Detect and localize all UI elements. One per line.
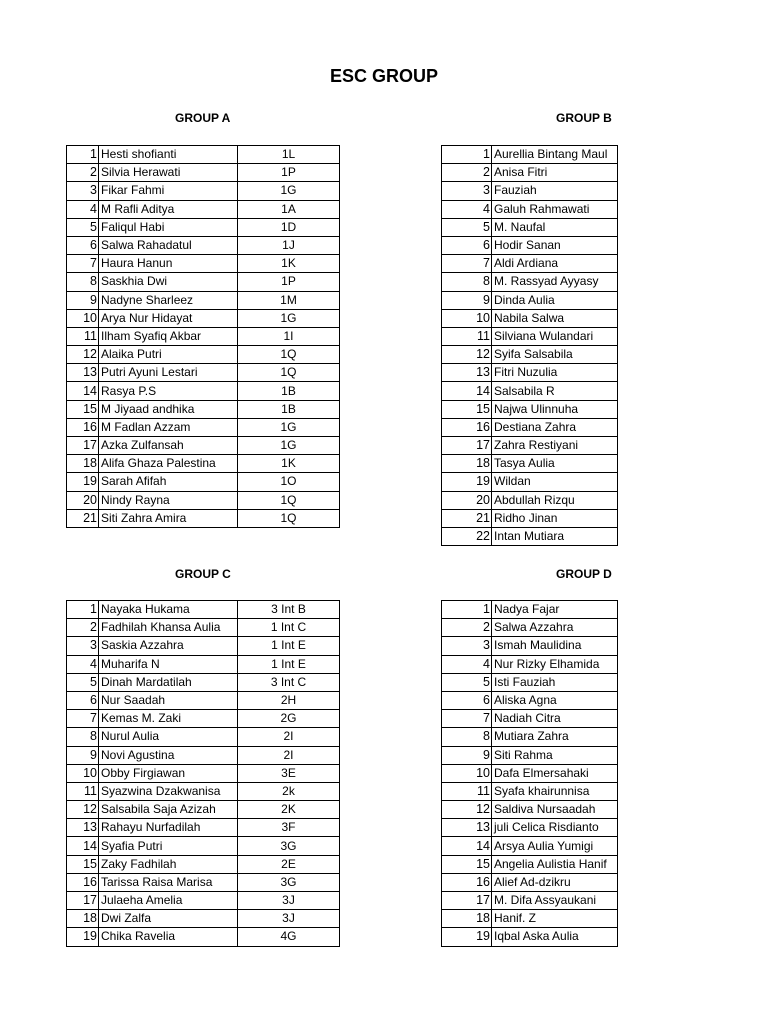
student-name: Nadya Fajar — [492, 601, 618, 619]
table-row — [442, 473, 618, 491]
table-row — [67, 873, 340, 891]
row-number: 13 — [442, 364, 492, 382]
row-number: 13 — [67, 819, 99, 837]
row-number: 17 — [67, 437, 99, 455]
row-number: 18 — [67, 910, 99, 928]
table-row — [442, 200, 618, 218]
class-code: 3J — [238, 892, 340, 910]
student-name: Putri Ayuni Lestari — [99, 364, 238, 382]
student-name: Nayaka Hukama — [99, 601, 238, 619]
row-number: 10 — [442, 764, 492, 782]
student-name: Julaeha Amelia — [99, 892, 238, 910]
student-name: Faliqul Habi — [99, 218, 238, 236]
row-number: 21 — [67, 509, 99, 527]
table-row — [442, 182, 618, 200]
table-row — [67, 164, 340, 182]
row-number: 12 — [67, 346, 99, 364]
student-name: Alief Ad-dzikru — [492, 873, 618, 891]
student-name: juli Celica Risdianto — [492, 819, 618, 837]
row-number: 3 — [442, 637, 492, 655]
table-row — [442, 146, 618, 164]
row-number: 10 — [442, 309, 492, 327]
table-row — [442, 491, 618, 509]
group-a-heading: GROUP A — [175, 111, 231, 125]
table-row — [67, 400, 340, 418]
student-name: Saskhia Dwi — [99, 273, 238, 291]
group-d-table — [441, 600, 618, 947]
row-number: 20 — [442, 491, 492, 509]
table-row — [67, 346, 340, 364]
row-number: 8 — [442, 728, 492, 746]
table-row — [442, 236, 618, 254]
class-code: 1D — [238, 218, 340, 236]
table-row — [442, 910, 618, 928]
class-code: 1G — [238, 309, 340, 327]
student-name: Nadiah Citra — [492, 710, 618, 728]
student-name: Dafa Elmersahaki — [492, 764, 618, 782]
row-number: 9 — [67, 746, 99, 764]
table-row — [67, 691, 340, 709]
table-row — [442, 764, 618, 782]
student-name: Isti Fauziah — [492, 673, 618, 691]
table-row — [442, 364, 618, 382]
class-code: 1I — [238, 327, 340, 345]
student-name: Nadyne Sharleez — [99, 291, 238, 309]
table-row — [442, 892, 618, 910]
row-number: 3 — [442, 182, 492, 200]
group-b-heading: GROUP B — [556, 111, 612, 125]
student-name: Intan Mutiara — [492, 527, 618, 545]
student-name: Haura Hanun — [99, 255, 238, 273]
student-name: Chika Ravelia — [99, 928, 238, 946]
table-row-empty — [67, 527, 340, 545]
row-number: 12 — [442, 346, 492, 364]
row-number: 6 — [442, 691, 492, 709]
class-code: 1G — [238, 437, 340, 455]
row-number: 8 — [67, 728, 99, 746]
table-row — [442, 327, 618, 345]
row-number: 16 — [442, 418, 492, 436]
student-name: Angelia Aulistia Hanif — [492, 855, 618, 873]
table-row — [67, 509, 340, 527]
table-row — [442, 691, 618, 709]
student-name: Dwi Zalfa — [99, 910, 238, 928]
table-row — [67, 855, 340, 873]
student-name: M. Rassyad Ayyasy — [492, 273, 618, 291]
row-number: 10 — [67, 309, 99, 327]
row-number: 17 — [442, 437, 492, 455]
student-name: Galuh Rahmawati — [492, 200, 618, 218]
group-c-table — [66, 600, 340, 947]
empty-cell — [67, 527, 99, 545]
table-row — [67, 601, 340, 619]
student-name: Alaika Putri — [99, 346, 238, 364]
table-row — [67, 801, 340, 819]
table-row — [442, 164, 618, 182]
row-number: 4 — [442, 655, 492, 673]
group-d-heading: GROUP D — [556, 567, 612, 581]
row-number: 5 — [442, 218, 492, 236]
table-row — [442, 746, 618, 764]
student-name: Najwa Ulinnuha — [492, 400, 618, 418]
table-row — [67, 619, 340, 637]
class-code: 3 Int C — [238, 673, 340, 691]
row-number: 6 — [67, 691, 99, 709]
student-name: Siti Zahra Amira — [99, 509, 238, 527]
student-name: Kemas M. Zaki — [99, 710, 238, 728]
row-number: 12 — [442, 801, 492, 819]
table-row — [67, 782, 340, 800]
row-number: 10 — [67, 764, 99, 782]
row-number: 8 — [67, 273, 99, 291]
table-row — [67, 418, 340, 436]
table-row — [442, 437, 618, 455]
student-name: Anisa Fitri — [492, 164, 618, 182]
table-row — [442, 928, 618, 946]
student-name: M. Difa Assyaukani — [492, 892, 618, 910]
table-row — [442, 509, 618, 527]
class-code: 1L — [238, 146, 340, 164]
student-name: Ismah Maulidina — [492, 637, 618, 655]
row-number: 14 — [442, 382, 492, 400]
class-code: 2I — [238, 728, 340, 746]
student-name: Syafa khairunnisa — [492, 782, 618, 800]
class-code: 3J — [238, 910, 340, 928]
table-row — [67, 637, 340, 655]
row-number: 12 — [67, 801, 99, 819]
table-row — [442, 837, 618, 855]
class-code: 1G — [238, 182, 340, 200]
class-code: 2k — [238, 782, 340, 800]
table-row — [67, 364, 340, 382]
row-number: 6 — [442, 236, 492, 254]
row-number: 15 — [67, 400, 99, 418]
student-name: Syifa Salsabila — [492, 346, 618, 364]
student-name: Syafia Putri — [99, 837, 238, 855]
class-code: 1Q — [238, 364, 340, 382]
class-code: 2K — [238, 801, 340, 819]
student-name: Novi Agustina — [99, 746, 238, 764]
row-number: 21 — [442, 509, 492, 527]
student-name: Azka Zulfansah — [99, 437, 238, 455]
student-name: Sarah Afifah — [99, 473, 238, 491]
row-number: 5 — [67, 673, 99, 691]
class-code: 1M — [238, 291, 340, 309]
row-number: 1 — [442, 601, 492, 619]
student-name: Syazwina Dzakwanisa — [99, 782, 238, 800]
row-number: 11 — [67, 782, 99, 800]
table-row — [442, 819, 618, 837]
student-name: Hesti shofianti — [99, 146, 238, 164]
row-number: 2 — [442, 619, 492, 637]
student-name: Fitri Nuzulia — [492, 364, 618, 382]
empty-cell — [99, 527, 238, 545]
table-row — [442, 418, 618, 436]
table-row — [442, 255, 618, 273]
row-number: 4 — [442, 200, 492, 218]
table-row — [442, 601, 618, 619]
row-number: 7 — [67, 255, 99, 273]
class-code: 3 Int B — [238, 601, 340, 619]
table-row — [67, 255, 340, 273]
student-name: Nur Rizky Elhamida — [492, 655, 618, 673]
row-number: 16 — [442, 873, 492, 891]
row-number: 14 — [67, 382, 99, 400]
row-number: 2 — [442, 164, 492, 182]
student-name: M Fadlan Azzam — [99, 418, 238, 436]
table-row — [67, 764, 340, 782]
class-code: 1P — [238, 273, 340, 291]
table-row — [67, 710, 340, 728]
student-name: Salwa Azzahra — [492, 619, 618, 637]
student-name: Hodir Sanan — [492, 236, 618, 254]
row-number: 3 — [67, 182, 99, 200]
table-row — [442, 382, 618, 400]
row-number: 9 — [442, 746, 492, 764]
student-name: Rasya P.S — [99, 382, 238, 400]
row-number: 17 — [442, 892, 492, 910]
row-number: 5 — [442, 673, 492, 691]
row-number: 7 — [442, 710, 492, 728]
table-row — [442, 346, 618, 364]
table-row — [442, 218, 618, 236]
student-name: Mutiara Zahra — [492, 728, 618, 746]
table-row — [442, 673, 618, 691]
row-number: 16 — [67, 873, 99, 891]
row-number: 19 — [67, 928, 99, 946]
class-code: 1G — [238, 418, 340, 436]
table-row — [442, 710, 618, 728]
class-code: 3G — [238, 837, 340, 855]
table-row — [442, 637, 618, 655]
student-name: M. Naufal — [492, 218, 618, 236]
row-number: 19 — [442, 928, 492, 946]
class-code: 1 Int E — [238, 637, 340, 655]
table-row — [67, 291, 340, 309]
row-number: 15 — [442, 855, 492, 873]
student-name: Fikar Fahmi — [99, 182, 238, 200]
student-name: Tasya Aulia — [492, 455, 618, 473]
table-row — [67, 273, 340, 291]
row-number: 11 — [67, 327, 99, 345]
row-number: 15 — [442, 400, 492, 418]
student-name: Siti Rahma — [492, 746, 618, 764]
student-name: Dinah Mardatilah — [99, 673, 238, 691]
class-code: 1K — [238, 455, 340, 473]
table-row — [67, 327, 340, 345]
class-code: 1 Int E — [238, 655, 340, 673]
class-code: 1Q — [238, 509, 340, 527]
table-row — [442, 655, 618, 673]
row-number: 16 — [67, 418, 99, 436]
class-code: 1B — [238, 382, 340, 400]
student-name: Hanif. Z — [492, 910, 618, 928]
student-name: Zaky Fadhilah — [99, 855, 238, 873]
table-row — [442, 527, 618, 545]
table-row — [442, 782, 618, 800]
student-name: Nurul Aulia — [99, 728, 238, 746]
student-name: Fadhilah Khansa Aulia — [99, 619, 238, 637]
student-name: Zahra Restiyani — [492, 437, 618, 455]
table-row — [67, 910, 340, 928]
row-number: 8 — [442, 273, 492, 291]
class-code: 1A — [238, 200, 340, 218]
student-name: Saskia Azzahra — [99, 637, 238, 655]
page-title: ESC GROUP — [329, 66, 439, 86]
row-number: 1 — [442, 146, 492, 164]
student-name: Tarissa Raisa Marisa — [99, 873, 238, 891]
table-row — [67, 673, 340, 691]
table-row — [67, 309, 340, 327]
class-code: 1J — [238, 236, 340, 254]
class-code: 2G — [238, 710, 340, 728]
student-name: Rahayu Nurfadilah — [99, 819, 238, 837]
table-row — [67, 819, 340, 837]
student-name: Iqbal Aska Aulia — [492, 928, 618, 946]
table-row — [67, 146, 340, 164]
row-number: 7 — [442, 255, 492, 273]
table-row — [442, 873, 618, 891]
row-number: 1 — [67, 601, 99, 619]
table-row — [67, 728, 340, 746]
student-name: Muharifa N — [99, 655, 238, 673]
class-code: 3F — [238, 819, 340, 837]
row-number: 9 — [67, 291, 99, 309]
row-number: 4 — [67, 200, 99, 218]
row-number: 17 — [67, 892, 99, 910]
class-code: 1B — [238, 400, 340, 418]
class-code: 3G — [238, 873, 340, 891]
row-number: 11 — [442, 327, 492, 345]
row-number: 18 — [67, 455, 99, 473]
group-c-heading: GROUP C — [175, 567, 231, 581]
student-name: Obby Firgiawan — [99, 764, 238, 782]
student-name: Silviana Wulandari — [492, 327, 618, 345]
table-row — [442, 273, 618, 291]
student-name: Arsya Aulia Yumigi — [492, 837, 618, 855]
class-code: 2E — [238, 855, 340, 873]
row-number: 15 — [67, 855, 99, 873]
row-number: 14 — [67, 837, 99, 855]
student-name: Wildan — [492, 473, 618, 491]
table-row — [67, 182, 340, 200]
row-number: 7 — [67, 710, 99, 728]
row-number: 4 — [67, 655, 99, 673]
table-row — [67, 437, 340, 455]
student-name: Nabila Salwa — [492, 309, 618, 327]
group-a-table — [66, 145, 340, 545]
student-name: Aliska Agna — [492, 691, 618, 709]
table-row — [67, 236, 340, 254]
table-row — [67, 455, 340, 473]
table-row — [67, 928, 340, 946]
table-row — [442, 619, 618, 637]
class-code: 2I — [238, 746, 340, 764]
row-number: 5 — [67, 218, 99, 236]
table-row — [67, 892, 340, 910]
student-name: Aurellia Bintang Maul — [492, 146, 618, 164]
class-code: 1K — [238, 255, 340, 273]
student-name: Dinda Aulia — [492, 291, 618, 309]
student-name: Arya Nur Hidayat — [99, 309, 238, 327]
student-name: Nindy Rayna — [99, 491, 238, 509]
table-row — [67, 491, 340, 509]
table-row — [442, 400, 618, 418]
table-row — [442, 855, 618, 873]
class-code: 1P — [238, 164, 340, 182]
row-number: 9 — [442, 291, 492, 309]
row-number: 6 — [67, 236, 99, 254]
student-name: Salsabila R — [492, 382, 618, 400]
student-name: Salwa Rahadatul — [99, 236, 238, 254]
row-number: 11 — [442, 782, 492, 800]
class-code: 1Q — [238, 346, 340, 364]
table-row — [442, 728, 618, 746]
empty-cell — [238, 527, 340, 545]
table-row — [442, 291, 618, 309]
row-number: 20 — [67, 491, 99, 509]
class-code: 2H — [238, 691, 340, 709]
table-row — [67, 655, 340, 673]
class-code: 3E — [238, 764, 340, 782]
student-name: Nur Saadah — [99, 691, 238, 709]
group-b-table — [441, 145, 618, 546]
student-name: Destiana Zahra — [492, 418, 618, 436]
table-row — [442, 801, 618, 819]
student-name: Ilham Syafiq Akbar — [99, 327, 238, 345]
student-name: Saldiva Nursaadah — [492, 801, 618, 819]
row-number: 2 — [67, 619, 99, 637]
row-number: 18 — [442, 910, 492, 928]
table-row — [442, 455, 618, 473]
row-number: 13 — [67, 364, 99, 382]
class-code: 4G — [238, 928, 340, 946]
student-name: Alifa Ghaza Palestina — [99, 455, 238, 473]
table-row — [67, 200, 340, 218]
row-number: 2 — [67, 164, 99, 182]
row-number: 19 — [442, 473, 492, 491]
student-name: Salsabila Saja Azizah — [99, 801, 238, 819]
student-name: Abdullah Rizqu — [492, 491, 618, 509]
student-name: M Rafli Aditya — [99, 200, 238, 218]
row-number: 13 — [442, 819, 492, 837]
class-code: 1Q — [238, 491, 340, 509]
student-name: Ridho Jinan — [492, 509, 618, 527]
row-number: 3 — [67, 637, 99, 655]
student-name: M Jiyaad andhika — [99, 400, 238, 418]
table-row — [67, 382, 340, 400]
class-code: 1O — [238, 473, 340, 491]
row-number: 1 — [67, 146, 99, 164]
table-row — [442, 309, 618, 327]
table-row — [67, 837, 340, 855]
table-row — [67, 746, 340, 764]
row-number: 18 — [442, 455, 492, 473]
student-name: Fauziah — [492, 182, 618, 200]
student-name: Silvia Herawati — [99, 164, 238, 182]
table-row — [67, 473, 340, 491]
row-number: 22 — [442, 527, 492, 545]
student-name: Aldi Ardiana — [492, 255, 618, 273]
class-code: 1 Int C — [238, 619, 340, 637]
table-row — [67, 218, 340, 236]
row-number: 19 — [67, 473, 99, 491]
row-number: 14 — [442, 837, 492, 855]
